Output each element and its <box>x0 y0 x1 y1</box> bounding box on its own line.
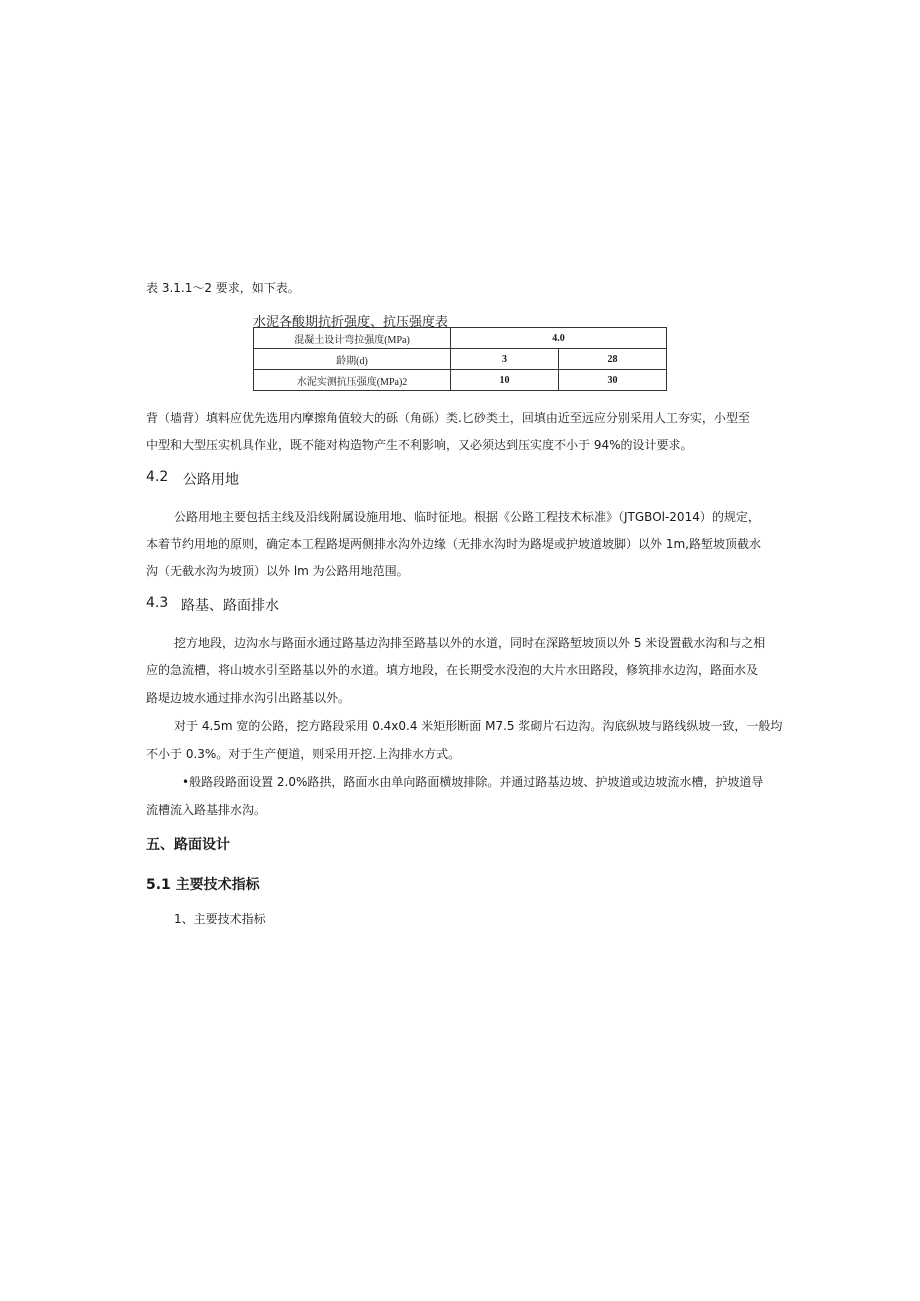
table-cell-value: 10 <box>451 370 559 391</box>
section-number: 4.2 <box>146 469 169 485</box>
paragraph-line: 本着节约用地的原则，确定本工程路堤两侧排水沟外边缘（无排水沟时为路堤或护坡道坡脚）以外 1m,路堑坡顶截水 <box>146 537 761 551</box>
list-item: 1、主要技术指标 <box>174 912 266 926</box>
paragraph-line: 流槽流入路基排水沟。 <box>146 803 267 817</box>
paragraph-line: 路堤边坡水通过排水沟引出路基以外。 <box>146 691 351 705</box>
section-number: 4.3 <box>146 595 169 611</box>
table-row <box>254 349 667 370</box>
paragraph-line: 沟（无截水沟为坡顶）以外 lm 为公路用地范围。 <box>146 564 409 578</box>
section-heading: 5.1 主要技术指标 <box>146 877 260 893</box>
table-cell-label: 龄期(d) <box>254 349 451 370</box>
table-cell-value: 30 <box>559 370 667 391</box>
intro-line: 表 3.1.1～2 要求，如下表。 <box>146 281 300 295</box>
table-cell-value: 3 <box>451 349 559 370</box>
backfill-line: 中型和大型压实机具作业，既不能对构造物产生不利影响，又必须达到压实度不小于 94%的设计要求。 <box>146 438 693 452</box>
paragraph-line: 挖方地段，边沟水与路面水通过路基边沟排至路基以外的水道，同时在深路堑坡顶以外 5 米设置截水沟和与之相 <box>174 636 766 650</box>
section-title: 路基、路面排水 <box>181 598 279 614</box>
chapter-heading: 五、路面设计 <box>146 837 230 853</box>
table-cell-value: 28 <box>559 349 667 370</box>
table-row <box>254 328 667 349</box>
table-row <box>254 370 667 391</box>
table-title: 水泥各酸期抗折强度、抗压强度表 <box>253 315 449 330</box>
strength-table <box>253 327 667 391</box>
paragraph-line: 公路用地主要包括主线及沿线附属设施用地、临时征地。根据《公路工程技术标准》（JTGBOl-2014）的规定， <box>174 510 760 524</box>
backfill-line: 背（墙背）填料应优先选用内摩擦角值较大的砾（角砾）类.匕砂类土，回填由近至远应分别采用人工夯实，小型至 <box>146 411 750 425</box>
table-cell-label: 混凝土设计弯拉强度(MPa) <box>254 328 451 349</box>
paragraph-line: •般路段路面设置 2.0%路拱，路面水由单向路面横坡排除。并通过路基边坡、护坡道或边坡流水槽，护坡道导 <box>182 775 764 789</box>
table-cell-label: 水泥实测抗压强度(MPa)2 <box>254 370 451 391</box>
paragraph-line: 对于 4.5m 宽的公路，挖方路段采用 0.4x0.4 米矩形断面 M7.5 浆砌片石边沟。沟底纵坡与路线纵坡一致，一般均 <box>174 719 783 733</box>
section-title: 公路用地 <box>183 472 239 488</box>
paragraph-line: 应的急流槽，将山坡水引至路基以外的水道。填方地段，在长期受水没泡的大片水田路段，修筑排水边沟，路面水及 <box>146 663 759 677</box>
table-cell-value: 4.0 <box>451 328 667 349</box>
paragraph-line: 不小于 0.3%。对于生产便道，则采用开挖.上沟排水方式。 <box>146 747 461 761</box>
